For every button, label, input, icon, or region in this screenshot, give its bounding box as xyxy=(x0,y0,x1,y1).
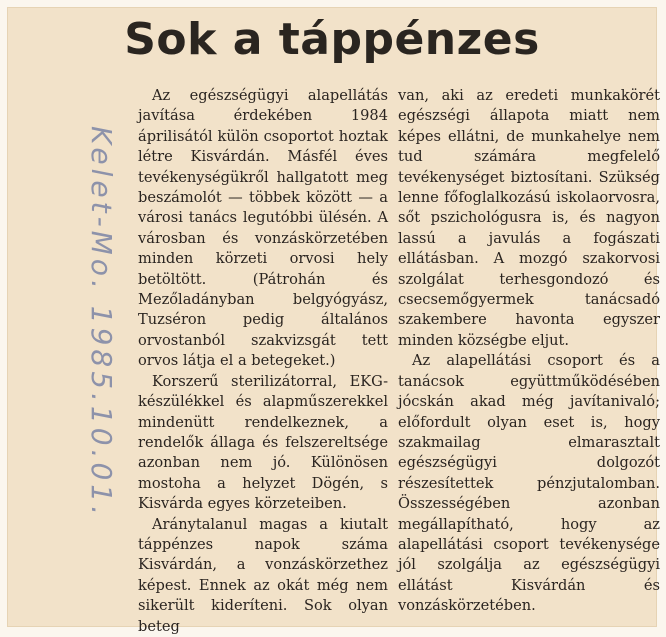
paragraph: Korszerű sterilizátorral, EKG-készülékkel és alapműszerekkel mindenütt rendelkeznek, a rendelők állaga és felszereltsége azonban nem jó. Különösen mostoha a helyzet Dögén, s Kisvárda egyes körzeteiben. xyxy=(138,372,388,513)
paragraph: van, aki az eredeti munkakörét egészségi állapota miatt nem képes ellátni, de munkahelye nem tud számára megfelelő tevékenységet biztosítani. Szükség lenne főfoglalkozású iskolaorvosra, sőt pszichológusra is, és nagyon lassú a javulás a fogászati ellátásban. A mozgó szakorvosi szolgálat terhesgondozó és csecsemőgyermek tanácsadó szakembere havonta egyszer minden községbe eljut. xyxy=(398,87,660,349)
newspaper-clipping xyxy=(8,8,660,635)
paragraph: Az alapellátási csoport és a tanácsok együttműködésében jócskán akad még javítanivaló; előfordult olyan eset is, hogy szakmailag elmarasztalt egészségügyi dolgozót részesítettek pénzjutalomban. Összességében azonban megállapítható, hogy az alapellátási csoport tevékenysége jól szolgálja az egészségügyi ellátást Kisvárdán és vonzáskörzetében. xyxy=(398,352,660,615)
headline: Sok a táppénzes xyxy=(124,14,540,65)
handwritten-note: Kelet-Mo. 1985.10.01. xyxy=(85,126,118,519)
article-column-1 xyxy=(138,86,388,637)
paragraph: Aránytalanul magas a kiutalt táppénzes napok száma Kisvárdán, a vonzáskörzethez képest. Ennek az okát még nem sikerült kideríteni. Sok olyan beteg xyxy=(138,515,388,635)
paragraph: Az egészségügyi alapellátás javítása érdekében 1984 áprilisától külön csoportot hoztak létre Kisvárdán. Másfél éves tevékenységükről hallgatott meg beszámolót — többek között — a városi tanács legutóbbi ülésén. A városban és vonzáskörzetében minden körzeti orvosi hely betöltött. (Pátrohán és Mezőladányban belgyógyász, Tuzséron pedig általános orvostanból szakvizsgát tett orvos látja el a betegeket.) xyxy=(138,87,388,370)
article-column-2 xyxy=(398,86,660,617)
